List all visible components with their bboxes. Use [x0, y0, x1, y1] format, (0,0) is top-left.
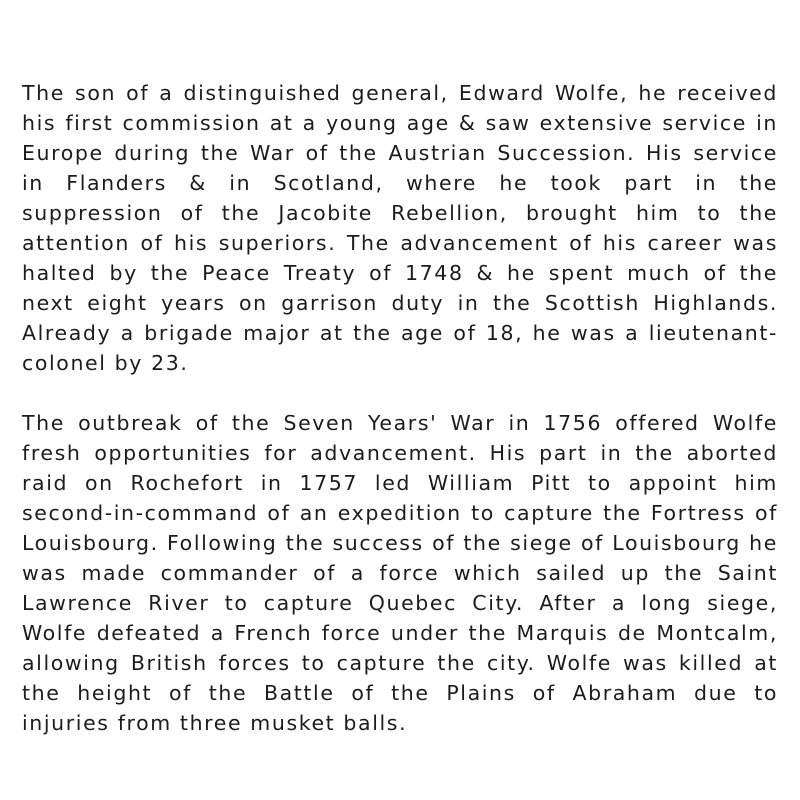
- document-body: [22, 78, 778, 738]
- paragraph-1: The son of a distinguished general, Edward Wolfe, he received his first commission at a young age & saw extensive service in Europe during the War of the Austrian Succession. His service in Flanders & in Scotland, where he took part in the suppression of the Jacobite Rebellion, brought him to the attention of his superiors. The advancement of his career was halted by the Peace Treaty of 1748 & he spent much of the next eight years on garrison duty in the Scottish Highlands. Already a brigade major at the age of 18, he was a lieutenant-colonel by 23.: [22, 81, 778, 375]
- paragraph-2: The outbreak of the Seven Years' War in 1756 offered Wolfe fresh opportunities for advancement. His part in the aborted raid on Rochefort in 1757 led William Pitt to appoint him second-in-command of an expedition to capture the Fortress of Louisbourg. Following the success of the siege of Louisbourg he was made commander of a force which sailed up the Saint Lawrence River to capture Quebec City. After a long siege, Wolfe defeated a French force under the Marquis de Montcalm, allowing British forces to capture the city. Wolfe was killed at the height of the Battle of the Plains of Abraham due to injuries from three musket balls.: [22, 411, 778, 735]
